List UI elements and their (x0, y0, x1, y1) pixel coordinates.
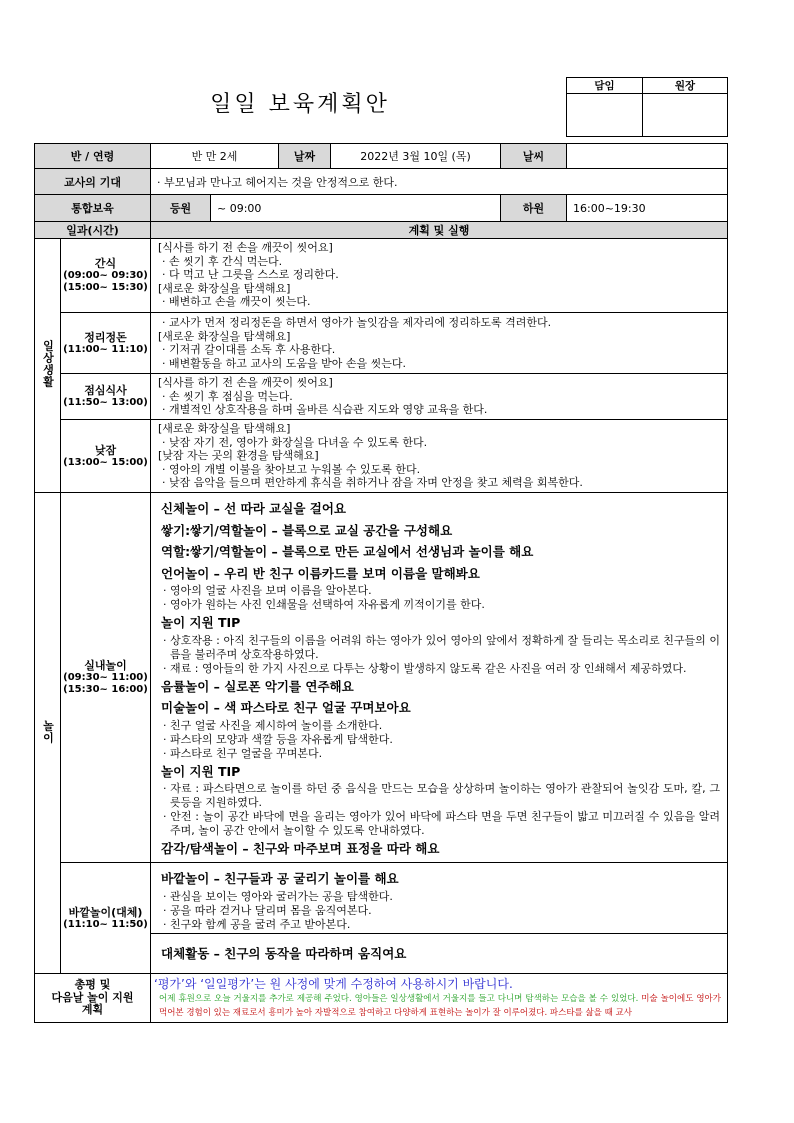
review-label-cell (35, 974, 151, 1023)
review-comment-part: 어제 휴원으로 오늘 거울지를 추가로 제공해 주었다. 영아들은 일상생활에서 거울지를 들고 다니며 탐색하는 모습을 볼 수 있었다. (159, 994, 642, 1004)
play-support-tip-title: 놀이 지원 TIP (161, 763, 241, 779)
snack-line: · 손 씻기 후 간식 먹는다. (162, 254, 283, 268)
outdoor-time: (11:10~ 11:50) (63, 918, 148, 930)
review-label-line: 계획 (81, 1003, 104, 1017)
review-label-line: 총평 및 (74, 978, 111, 992)
play-section-label: 놀이 (41, 719, 55, 744)
snack-content (151, 239, 728, 313)
schedule-header-row (35, 222, 728, 239)
activity-title: 언어놀이 – 우리 반 친구 이름카드를 보며 이름을 말해봐요 (161, 565, 480, 581)
review-label-line: 다음날 놀이 지원 (51, 990, 134, 1004)
nap-row (35, 420, 728, 493)
review-row (35, 974, 728, 1023)
play-support-tip-item: · 안전 : 놀이 공간 바닥에 면을 올리는 영아가 있어 바닥에 파스타 면을 두면 친구들이 밟고 미끄러질 수 있음을 알려주며, 놀이 공간 안에서 놀이할 수 있도록 안내하였다. (163, 810, 720, 837)
lunch-row (35, 374, 728, 420)
outdoor-main-activity (151, 863, 727, 933)
cleanup-name: 정리정돈 (84, 330, 127, 344)
lunch-content (151, 374, 728, 420)
indoor-time: (09:30~ 11:00) (63, 672, 148, 683)
outdoor-content (151, 863, 728, 974)
class-age-label: 반 / 연령 (35, 144, 151, 169)
indoor-play-row (35, 493, 728, 863)
play-support-tip-item: · 상호작용 : 아직 친구들의 이름을 어려워 하는 영아가 있어 영아의 앞에서 정확하게 잘 들리는 목소리로 친구들의 이름을 불러주며 상호작용하였다. (163, 633, 720, 661)
activity-item: · 파스타의 모양과 색깔 등을 자유롭게 탐색한다. (163, 732, 393, 746)
nap-line: · 영아의 개별 이불을 찾아보고 누워볼 수 있도록 한다. (162, 462, 421, 476)
integrated-care-row (35, 195, 728, 222)
cleanup-content (151, 313, 728, 374)
alternative-activity-title: 대체활동 – 친구의 동작을 따라하며 움직여요 (161, 945, 407, 961)
indoor-content (151, 493, 728, 863)
snack-line: [식사를 하기 전 손을 깨끗이 씻어요] (158, 241, 333, 254)
outdoor-activity-title: 바깥놀이 – 친구들과 공 굴리기 놀이를 해요 (161, 871, 399, 886)
nap-line: · 낮잠 자기 전, 영아가 화장실을 다녀올 수 있도록 한다. (162, 435, 428, 449)
snack-row (35, 239, 728, 313)
lunch-line: [식사를 하기 전 손을 깨끗이 씻어요] (158, 376, 333, 389)
cleanup-label-cell (61, 313, 151, 374)
outdoor-play-row (35, 863, 728, 974)
snack-time: (15:00~ 15:30) (63, 282, 148, 293)
snack-line: [새로운 화장실을 탐색해요] (158, 281, 291, 295)
nap-line: [낮잠 자는 곳의 환경을 탐색해요] (158, 449, 319, 462)
lunch-name: 점심식사 (84, 384, 127, 397)
play-support-tip-title: 놀이 지원 TIP (161, 615, 241, 630)
cleanup-line: [새로운 화장실을 탐색해요] (158, 329, 291, 343)
alternative-activity (151, 933, 727, 973)
outdoor-label-cell (61, 863, 151, 974)
info-row (35, 144, 728, 169)
expectation-label: 교사의 기대 (35, 169, 151, 195)
nap-label-cell (61, 420, 151, 493)
integrated-care-label: 통합보육 (35, 195, 151, 222)
arrival-time: ~ 09:00 (211, 195, 501, 222)
daily-life-section-label: 일상생활 (41, 340, 55, 388)
play-support-tip-item: · 자료 : 파스타면으로 놀이를 하던 중 음식을 만드는 모습을 상상하며 놀이하는 영아가 관찰되어 놀잇감 도마, 칼, 그릇등을 지원하였다. (163, 782, 720, 809)
snack-name: 간식 (94, 257, 117, 270)
homeroom-signature-box (567, 94, 643, 137)
cleanup-row (35, 313, 728, 374)
activity-item: · 영아의 얼굴 사진을 보며 이름을 알아본다. (163, 584, 372, 597)
lunch-time: (11:50~ 13:00) (63, 397, 148, 408)
date-value: 2022년 3월 10일 (목) (331, 144, 501, 169)
expectation-row (35, 169, 728, 195)
snack-line: · 다 먹고 난 그릇을 스스로 정리한다. (162, 268, 339, 281)
review-comment-part: 미술 놀이에도 영아가 먹어본 경험이 있는 재료로서 흥미가 높아 자발적으로 참여하고 다양하게 표현하는 놀이가 잘 이루어졌다. 파스타를 삶을 때 교사 (159, 994, 721, 1018)
outdoor-name: 바깥놀이(대체) (68, 905, 143, 919)
plan-label: 계획 및 실행 (151, 222, 728, 239)
activity-item: · 영아가 원하는 사진 인쇄물을 선택하여 자유롭게 끼적이기를 한다. (163, 598, 485, 611)
daily-life-section (35, 239, 61, 493)
indoor-label-cell (61, 493, 151, 863)
play-section (35, 493, 61, 974)
class-age-value: 반 만 2세 (151, 144, 279, 169)
review-comment (154, 992, 721, 1020)
snack-time: (09:00~ 09:30) (63, 270, 148, 281)
snack-label-cell (61, 239, 151, 313)
lunch-label-cell (61, 374, 151, 420)
arrival-label: 등원 (151, 195, 211, 222)
review-notice: ‘평가’와 ‘일일평가’는 원 사정에 맞게 수정하여 사용하시기 바랍니다. (154, 977, 513, 991)
activity-title: 감각/탐색놀이 – 친구와 마주보며 표정을 따라 해요 (161, 841, 440, 856)
weather-value (567, 144, 728, 169)
weather-label: 날씨 (501, 144, 567, 169)
nap-time: (13:00~ 15:00) (63, 456, 148, 468)
activity-title: 쌓기:쌓기/역할놀이 – 블록으로 교실 공간을 구성해요 (161, 522, 453, 538)
date-label: 날짜 (279, 144, 331, 169)
lunch-line: · 개별적인 상호작용을 하며 올바른 식습관 지도와 영양 교육을 한다. (162, 403, 488, 416)
director-label: 원장 (643, 78, 728, 94)
indoor-name: 실내놀이 (84, 659, 127, 672)
nap-content (151, 420, 728, 493)
outdoor-activity-item: · 관심을 보이는 영아와 굴러가는 공을 탐색한다. (163, 889, 393, 903)
outdoor-activity-item: · 공을 따라 걷거나 달리며 몸을 움직여본다. (163, 903, 372, 917)
activity-title: 신체놀이 – 선 따라 교실을 걸어요 (161, 501, 346, 516)
nap-name: 낮잠 (94, 443, 117, 457)
page-title: 일일 보육계획안 (210, 92, 390, 117)
plan-table (34, 143, 728, 1023)
homeroom-label: 담임 (567, 78, 643, 94)
cleanup-line: · 기저귀 갈이대를 소독 후 사용한다. (162, 343, 336, 356)
activity-title: 역할:쌓기/역할놀이 – 블록으로 만든 교실에서 선생님과 놀이를 해요 (161, 544, 534, 559)
snack-line: · 배변하고 손을 깨끗이 씻는다. (162, 295, 311, 308)
review-content (151, 974, 728, 1023)
cleanup-time: (11:00~ 11:10) (63, 343, 148, 355)
director-signature-box (643, 94, 728, 137)
play-support-tip-item: · 재료 : 영아들의 한 가지 사진으로 다투는 상황이 발생하지 않도록 같은 사진을 여러 장 인쇄해서 제공하였다. (163, 661, 687, 675)
cleanup-line: · 교사가 먼저 정리정돈을 하면서 영아가 놀잇감을 제자리에 정리하도록 격려한다. (162, 316, 552, 329)
approval-box (566, 77, 728, 137)
activity-title: 미술놀이 – 색 파스타로 친구 얼굴 꾸며보아요 (161, 700, 411, 715)
nap-line: [새로운 화장실을 탐색해요] (158, 422, 291, 435)
lunch-line: · 손 씻기 후 점심을 먹는다. (162, 389, 293, 403)
activity-item: · 친구 얼굴 사진을 제시하여 놀이를 소개한다. (163, 718, 383, 732)
schedule-label: 일과(시간) (35, 222, 151, 239)
departure-time: 16:00~19:30 (567, 195, 728, 222)
expectation-value: · 부모님과 만나고 헤어지는 것을 안정적으로 한다. (151, 169, 728, 195)
cleanup-line: · 배변활동을 하고 교사의 도움을 받아 손을 씻는다. (162, 356, 406, 370)
activity-title: 음률놀이 – 실로폰 악기를 연주해요 (161, 678, 354, 694)
indoor-time: (15:30~ 16:00) (63, 684, 148, 695)
departure-label: 하원 (501, 195, 567, 222)
nap-line: · 낮잠 음악을 들으며 편안하게 휴식을 취하거나 잠을 자며 안정을 찾고 체력을 회복한다. (162, 476, 583, 489)
outdoor-activity-item: · 친구와 함께 공을 굴려 주고 받아본다. (163, 917, 351, 931)
activity-item: · 파스타로 친구 얼굴을 꾸며본다. (163, 746, 323, 760)
